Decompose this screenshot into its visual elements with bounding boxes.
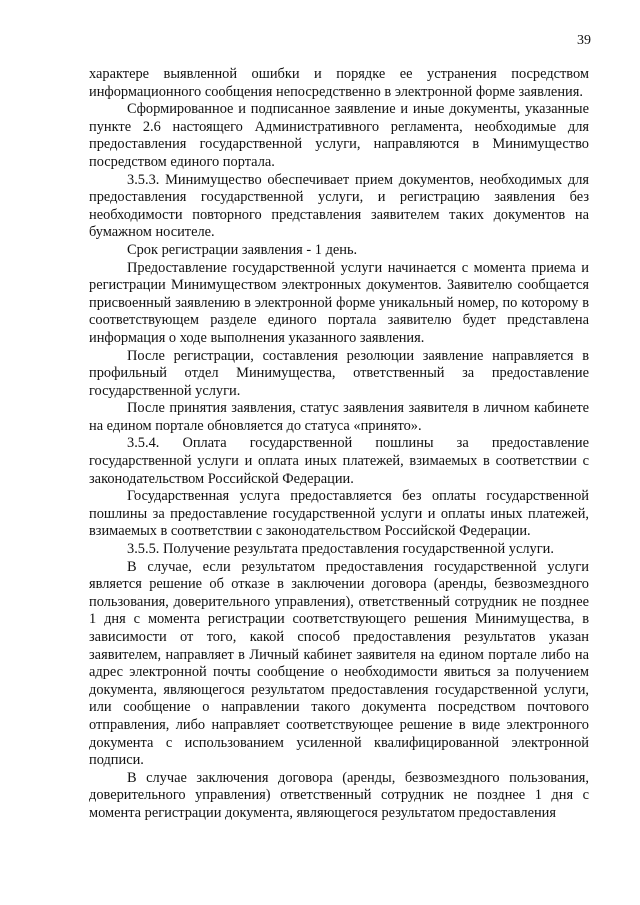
paragraph: После принятия заявления, статус заявления заявителя в личном кабинете на едином портале обновляется до статуса «принято».: [89, 400, 589, 434]
paragraph: Государственная услуга предоставляется без оплаты государственной пошлины за предоставление государственной услуги и оплаты иных платежей, взимаемых в соответствии с законодательством Российской Федерации.: [89, 488, 589, 540]
document-body: [89, 66, 589, 823]
paragraph-3-5-4: 3.5.4. Оплата государственной пошлины за предоставление государственной услуги и оплата иных платежей, взимаемых в соответствии с законодательством Российской Федерации.: [89, 435, 589, 487]
paragraph: Предоставление государственной услуги начинается с момента приема и регистрации Минимуществом электронных документов. Заявителю сообщается присвоенный заявлению в электронной форме уникальный номер, по которому в соответствующем разделе единого портала заявителю будет представлена информация о ходе выполнения указанного заявления.: [89, 259, 589, 346]
paragraph: Сформированное и подписанное заявление и иные документы, указанные пункте 2.6 настоящего Административного регламента, необходимые для предоставления государственной услуги, направляются в Минимущество посредством единого портала.: [89, 101, 589, 170]
paragraph: После регистрации, составления резолюции заявление направляется в профильный отдел Минимущества, ответственный за предоставление государственной услуги.: [89, 347, 589, 399]
paragraph: В случае заключения договора (аренды, безвозмездного пользования, доверительного управления) ответственный сотрудник не позднее 1 дня с момента регистрации документа, являющегося результатом предоставления: [89, 769, 589, 821]
paragraph: Срок регистрации заявления - 1 день.: [127, 241, 358, 258]
paragraph-3-5-3: 3.5.3. Минимущество обеспечивает прием документов, необходимых для предоставления государственной услуги, и регистрацию заявления без необходимости повторного представления заявителем таких документов на бумажном носителе.: [89, 171, 589, 241]
paragraph-continuation: характере выявленной ошибки и порядке ее устранения посредством информационного сообщения непосредственно в электронной форме заявления.: [89, 66, 589, 100]
paragraph: В случае, если результатом предоставления государственной услуги является решение об отказе в заключении договора (аренды, безвозмездного пользования, доверительного управления), ответственный сотрудник не позднее 1 дня с момента регистрации соответствующего решения Минимущества, в зависимости от того, какой способ предоставления результатов указан заявителем, направляет в Личный кабинет заявителя на едином портале либо на адрес электронной почты сообщение о необходимости явиться за получением документа, являющегося результатом предоставления государственной услуги, или сообщение о направлении такого документа посредством почтового отправления, либо направляет соответствующее решение в виде электронного документа с использованием усиленной квалифицированной электронной подписи.: [89, 558, 589, 769]
paragraph-3-5-5: 3.5.5. Получение результата предоставления государственной услуги.: [127, 541, 554, 558]
page-number: 39: [577, 33, 591, 48]
